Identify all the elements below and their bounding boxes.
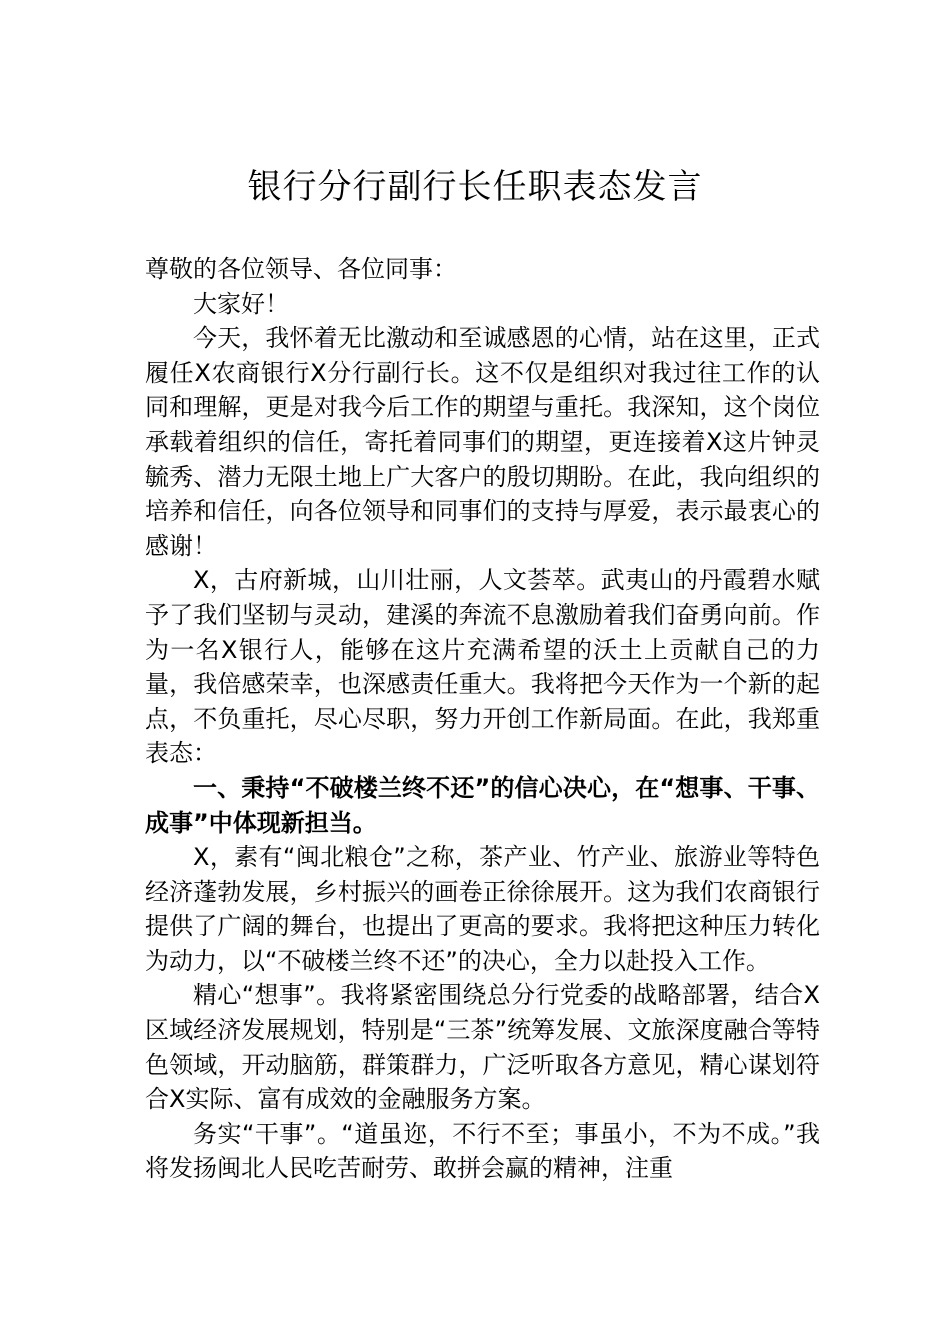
paragraph-greeting: 大家好！ (193, 289, 289, 318)
document-body (145, 252, 820, 1186)
section-heading-1: 一、秉持“不破楼兰终不还”的信心决心，在“想事、干事、成事”中体现新担当。 (145, 773, 820, 837)
document-title: 银行分行副行长任职表态发言 (247, 167, 703, 207)
salutation: 尊敬的各位领导、各位同事： (145, 255, 457, 283)
paragraph-intro: 今天，我怀着无比激动和至诚感恩的心情，站在这里，正式履任X农商银行X分行副行长。这不仅是组织对我过往工作的认同和理解，更是对我今后工作的期望与重托。我深知，这个岗位承载着组织的信任，寄托着同事们的期望，更连接着X这片钟灵毓秀、潜力无限土地上广大客户的殷切期盼。在此，我向组织的培养和信任，向各位领导和同事们的支持与厚爱，表示最衷心的感谢！ (145, 324, 820, 560)
paragraph-section-1-intro: X，素有“闽北粮仓”之称，茶产业、竹产业、旅游业等特色经济蓬勃发展，乡村振兴的画卷正徐徐展开。这为我们农商银行提供了广阔的舞台，也提出了更高的要求。我将把这种压力转化为动力，以“不破楼兰终不还”的决心，全力以赴投入工作。 (145, 843, 820, 975)
paragraph-region: X，古府新城，山川壮丽，人文荟萃。武夷山的丹霞碧水赋予了我们坚韧与灵动，建溪的奔流不息激励着我们奋勇向前。作为一名X银行人，能够在这片充满希望的沃土上贡献自己的力量，我倍感荣幸，也深感责任重大。我将把今天作为一个新的起点，不负重托，尽心尽职，努力开创工作新局面。在此，我郑重表态： (145, 566, 820, 768)
paragraph-do: 务实“干事”。“道虽迩，不行不至；事虽小，不为不成。”我将发扬闽北人民吃苦耐劳、敢拼会赢的精神，注重 (145, 1119, 820, 1183)
paragraph-think: 精心“想事”。我将紧密围绕总分行党委的战略部署，结合X区域经济发展规划，特别是“三茶”统筹发展、文旅深度融合等特色领域，开动脑筋，群策群力，广泛听取各方意见，精心谋划符合X实际、富有成效的金融服务方案。 (145, 981, 820, 1114)
